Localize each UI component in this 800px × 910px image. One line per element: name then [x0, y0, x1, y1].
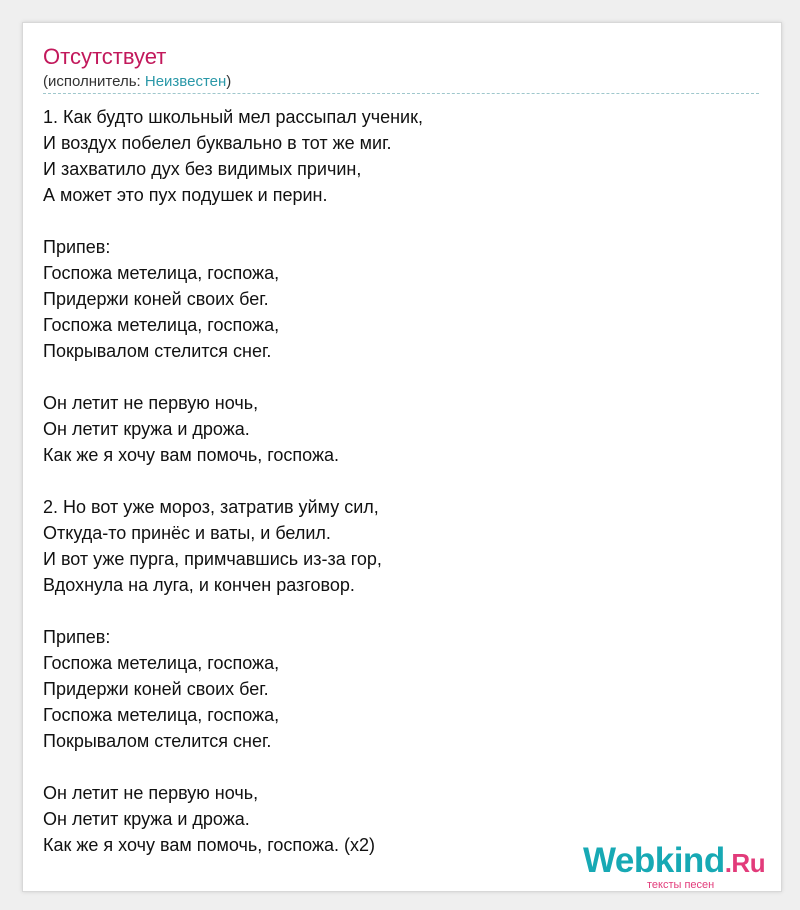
stanza-gap: [43, 754, 763, 780]
lyric-line: Госпожа метелица, госпожа,: [43, 263, 280, 283]
stanza-gap: [43, 364, 763, 390]
lyric-line: Он летит не первую ночь,: [43, 393, 259, 413]
site-logo[interactable]: [583, 841, 783, 891]
lyric-line: 1. Как будто школьный мел рассыпал ученик,: [43, 107, 423, 127]
lyric-line: Он летит не первую ночь,: [43, 783, 259, 803]
song-title: Отсутствует: [43, 44, 167, 69]
artist-prefix: (исполнитель:: [43, 73, 145, 90]
lyric-line: Он летит кружа и дрожа.: [43, 809, 250, 829]
lyric-line: И захватило дух без видимых причин,: [43, 159, 362, 179]
lyric-line: И вот уже пурга, примчавшись из-за гор,: [43, 549, 382, 569]
lyric-line: Откуда-то принёс и ваты, и белил.: [43, 523, 331, 543]
artist-suffix: ): [226, 73, 232, 90]
lyric-line: И воздух побелел буквально в тот же миг.: [43, 133, 392, 153]
artist-line: [43, 73, 231, 91]
lyric-line: Как же я хочу вам помочь, госпожа. (x2): [43, 835, 376, 855]
lyric-line: А может это пух подушек и перин.: [43, 185, 328, 205]
stanza-gap: [43, 598, 763, 624]
lyric-line: Придержи коней своих бег.: [43, 289, 269, 309]
lyric-line: Как же я хочу вам помочь, госпожа.: [43, 445, 340, 465]
lyric-line: Он летит кружа и дрожа.: [43, 419, 250, 439]
lyric-line: 2. Но вот уже мороз, затратив уйму сил,: [43, 497, 379, 517]
lyrics-card: [22, 22, 782, 892]
lyric-line: Госпожа метелица, госпожа,: [43, 705, 280, 725]
logo-brand: Webkind: [583, 841, 725, 880]
lyric-line: Припев:: [43, 237, 111, 257]
logo-wordmark: [583, 841, 765, 883]
lyric-line: Припев:: [43, 627, 111, 647]
lyric-line: Госпожа метелица, госпожа,: [43, 653, 280, 673]
lyric-line: Вдохнула на луга, и кончен разговор.: [43, 575, 355, 595]
lyric-line: Покрывалом стелится снег.: [43, 341, 272, 361]
lyrics-text: [43, 104, 763, 858]
stanza-gap: [43, 208, 763, 234]
artist-link[interactable]: Неизвестен: [144, 73, 227, 90]
lyric-line: Придержи коней своих бег.: [43, 679, 269, 699]
stanza-gap: [43, 468, 763, 494]
logo-tagline: тексты песен: [647, 879, 715, 891]
dashed-divider: [43, 93, 759, 94]
lyric-line: Госпожа метелица, госпожа,: [43, 315, 280, 335]
logo-tld: .Ru: [724, 848, 766, 878]
lyric-line: Покрывалом стелится снег.: [43, 731, 272, 751]
